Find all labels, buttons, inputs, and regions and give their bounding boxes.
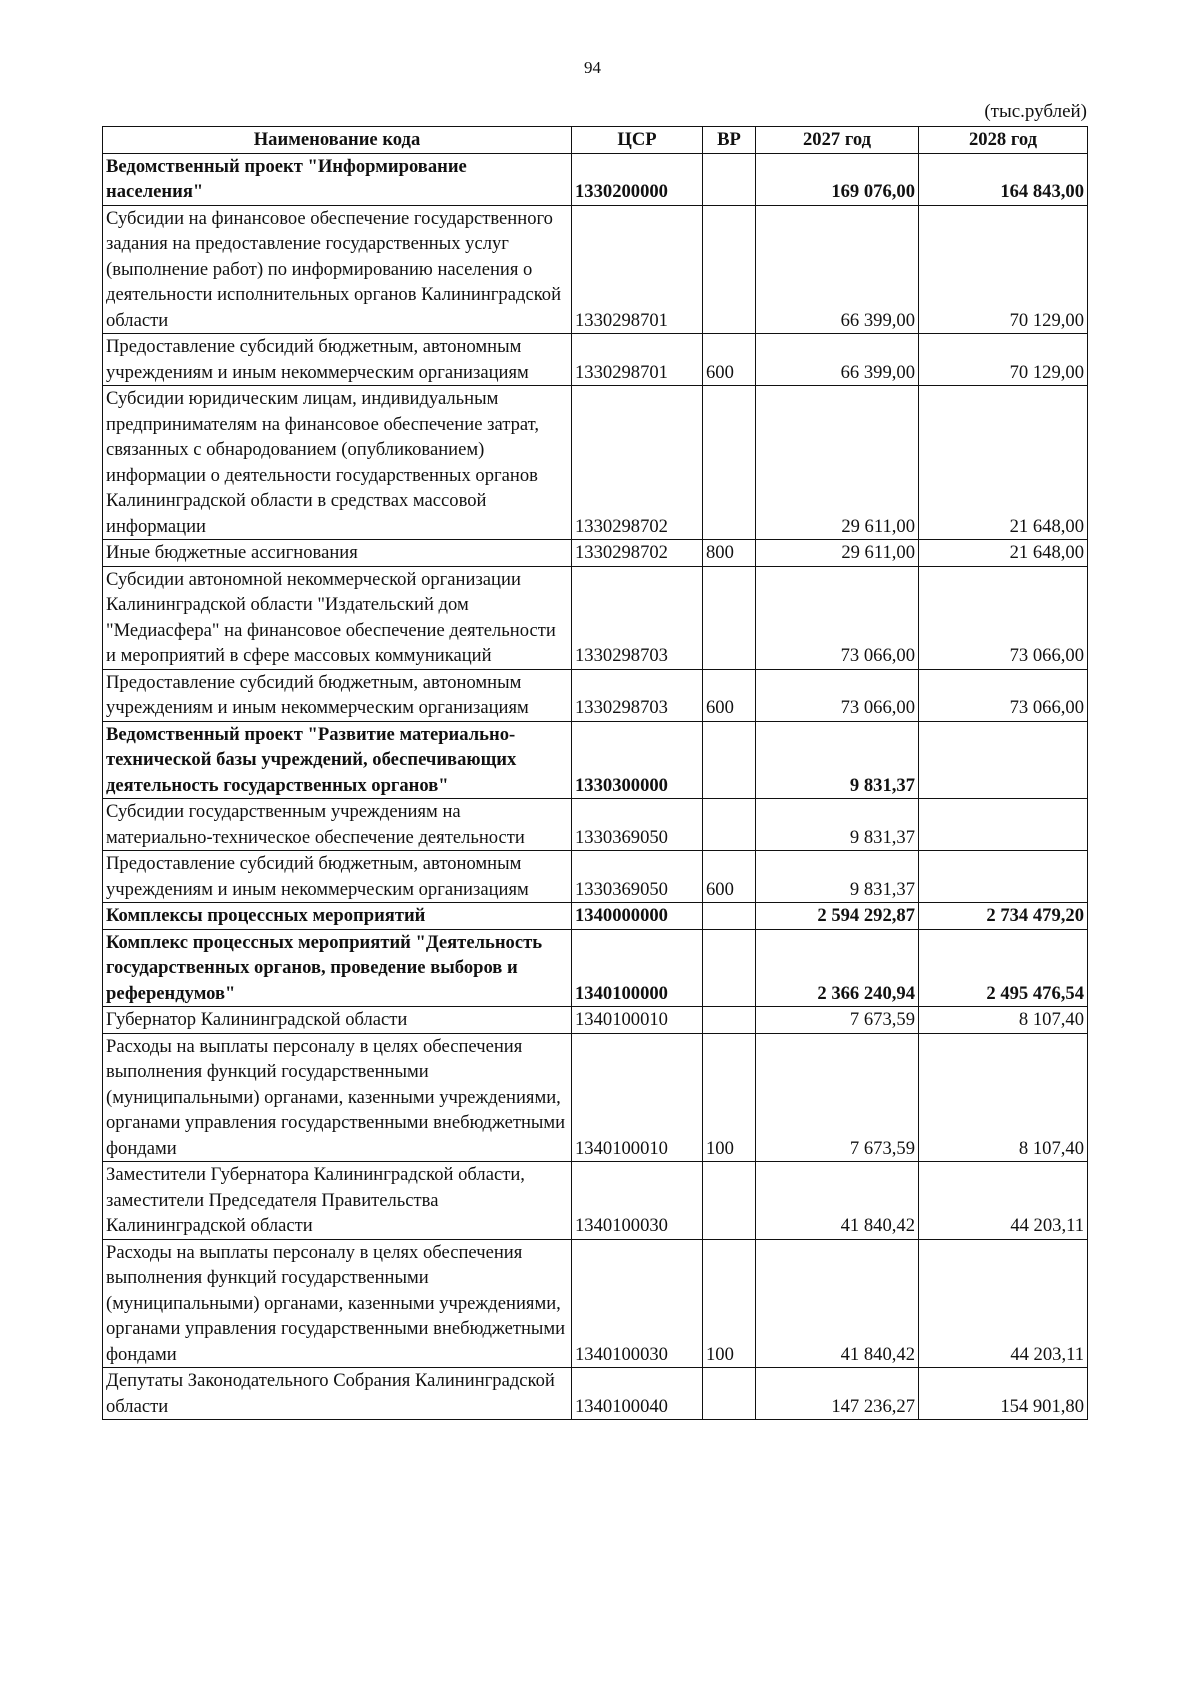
cell-2028: 21 648,00 — [919, 540, 1088, 567]
cell-2028: 73 066,00 — [919, 566, 1088, 669]
header-vr: ВР — [703, 127, 756, 154]
cell-2028: 70 129,00 — [919, 205, 1088, 334]
cell-vr: 600 — [703, 851, 756, 903]
cell-vr — [703, 903, 756, 930]
table-row — [103, 851, 1088, 903]
cell-vr: 600 — [703, 669, 756, 721]
cell-2028: 44 203,11 — [919, 1162, 1088, 1240]
cell-2027: 66 399,00 — [756, 205, 919, 334]
cell-vr: 100 — [703, 1239, 756, 1368]
cell-2027: 41 840,42 — [756, 1162, 919, 1240]
table-row — [103, 205, 1088, 334]
cell-2027: 29 611,00 — [756, 386, 919, 540]
cell-name: Комплексы процессных мероприятий — [103, 903, 572, 930]
header-2028: 2028 год — [919, 127, 1088, 154]
cell-csr: 1330298702 — [572, 540, 703, 567]
cell-name: Расходы на выплаты персоналу в целях обеспечения выполнения функций государственными (муниципальными) органами, казенными учреждениями, органами управления государственными внебюджетными фондами — [103, 1033, 572, 1162]
cell-csr: 1330298701 — [572, 205, 703, 334]
table-body — [103, 153, 1088, 1420]
table-header-row — [103, 127, 1088, 154]
cell-name: Субсидии юридическим лицам, индивидуальным предпринимателям на финансовое обеспечение затрат, связанных с обнародованием (опубликованием) информации о деятельности государственных органов Калининградской области в средствах массовой информации — [103, 386, 572, 540]
cell-2028: 73 066,00 — [919, 669, 1088, 721]
cell-csr: 1340100030 — [572, 1162, 703, 1240]
cell-csr: 1330298703 — [572, 566, 703, 669]
cell-csr: 1330298702 — [572, 386, 703, 540]
cell-name: Губернатор Калининградской области — [103, 1007, 572, 1034]
cell-2027: 7 673,59 — [756, 1007, 919, 1034]
cell-vr: 100 — [703, 1033, 756, 1162]
cell-vr — [703, 1368, 756, 1420]
cell-vr — [703, 1162, 756, 1240]
cell-2028 — [919, 851, 1088, 903]
cell-2028: 8 107,40 — [919, 1033, 1088, 1162]
cell-name: Субсидии автономной некоммерческой организации Калининградской области "Издательский дом "Медиасфера" на финансовое обеспечение деятельности и мероприятий в сфере массовых коммуникаций — [103, 566, 572, 669]
table-row — [103, 153, 1088, 205]
cell-vr — [703, 153, 756, 205]
header-name: Наименование кода — [103, 127, 572, 154]
units-note: (тыс.рублей) — [984, 101, 1087, 122]
cell-csr: 1330298701 — [572, 334, 703, 386]
cell-2027: 9 831,37 — [756, 799, 919, 851]
cell-vr — [703, 929, 756, 1007]
cell-name: Предоставление субсидий бюджетным, автономным учреждениям и иным некоммерческим организациям — [103, 669, 572, 721]
table-row — [103, 903, 1088, 930]
cell-2028: 70 129,00 — [919, 334, 1088, 386]
cell-csr: 1330369050 — [572, 851, 703, 903]
table-row — [103, 1368, 1088, 1420]
cell-2027: 2 594 292,87 — [756, 903, 919, 930]
cell-2027: 7 673,59 — [756, 1033, 919, 1162]
cell-2028: 44 203,11 — [919, 1239, 1088, 1368]
header-2027: 2027 год — [756, 127, 919, 154]
cell-name: Субсидии на финансовое обеспечение государственного задания на предоставление государственных услуг (выполнение работ) по информированию населения о деятельности исполнительных органов Калининградской области — [103, 205, 572, 334]
cell-vr — [703, 1007, 756, 1034]
cell-csr: 1340100000 — [572, 929, 703, 1007]
cell-vr — [703, 205, 756, 334]
table-row — [103, 1033, 1088, 1162]
cell-vr: 600 — [703, 334, 756, 386]
cell-name: Ведомственный проект "Информирование населения" — [103, 153, 572, 205]
table-row — [103, 1162, 1088, 1240]
table-row — [103, 1007, 1088, 1034]
cell-csr: 1330300000 — [572, 721, 703, 799]
cell-2028: 164 843,00 — [919, 153, 1088, 205]
cell-csr: 1340100010 — [572, 1007, 703, 1034]
cell-2028: 8 107,40 — [919, 1007, 1088, 1034]
table-row — [103, 540, 1088, 567]
cell-vr — [703, 566, 756, 669]
header-csr: ЦСР — [572, 127, 703, 154]
cell-2027: 9 831,37 — [756, 851, 919, 903]
cell-vr — [703, 721, 756, 799]
table-row — [103, 386, 1088, 540]
cell-csr: 1340100030 — [572, 1239, 703, 1368]
cell-2027: 2 366 240,94 — [756, 929, 919, 1007]
cell-2028 — [919, 721, 1088, 799]
table-row — [103, 669, 1088, 721]
table-row — [103, 1239, 1088, 1368]
cell-name: Расходы на выплаты персоналу в целях обеспечения выполнения функций государственными (муниципальными) органами, казенными учреждениями, органами управления государственными внебюджетными фондами — [103, 1239, 572, 1368]
cell-csr: 1330369050 — [572, 799, 703, 851]
table-row — [103, 929, 1088, 1007]
cell-2028: 2 495 476,54 — [919, 929, 1088, 1007]
cell-csr: 1340100010 — [572, 1033, 703, 1162]
cell-name: Депутаты Законодательного Собрания Калининградской области — [103, 1368, 572, 1420]
cell-vr: 800 — [703, 540, 756, 567]
cell-name: Заместители Губернатора Калининградской области, заместители Председателя Правительства Калининградской области — [103, 1162, 572, 1240]
cell-2027: 29 611,00 — [756, 540, 919, 567]
cell-name: Предоставление субсидий бюджетным, автономным учреждениям и иным некоммерческим организациям — [103, 334, 572, 386]
cell-2027: 9 831,37 — [756, 721, 919, 799]
page-number: 94 — [584, 58, 601, 77]
cell-name: Ведомственный проект "Развитие материально-технической базы учреждений, обеспечивающих деятельность государственных органов" — [103, 721, 572, 799]
cell-vr — [703, 386, 756, 540]
budget-table — [102, 126, 1088, 1420]
cell-vr — [703, 799, 756, 851]
cell-2028: 2 734 479,20 — [919, 903, 1088, 930]
cell-name: Комплекс процессных мероприятий "Деятельность государственных органов, проведение выборов и референдумов" — [103, 929, 572, 1007]
cell-name: Иные бюджетные ассигнования — [103, 540, 572, 567]
cell-2027: 66 399,00 — [756, 334, 919, 386]
cell-2027: 73 066,00 — [756, 566, 919, 669]
cell-2028: 154 901,80 — [919, 1368, 1088, 1420]
cell-2027: 147 236,27 — [756, 1368, 919, 1420]
cell-csr: 1330298703 — [572, 669, 703, 721]
table-row — [103, 799, 1088, 851]
table-row — [103, 721, 1088, 799]
cell-2027: 169 076,00 — [756, 153, 919, 205]
cell-name: Субсидии государственным учреждениям на материально-техническое обеспечение деятельности — [103, 799, 572, 851]
cell-2028: 21 648,00 — [919, 386, 1088, 540]
table-row — [103, 334, 1088, 386]
cell-2027: 41 840,42 — [756, 1239, 919, 1368]
cell-2028 — [919, 799, 1088, 851]
cell-name: Предоставление субсидий бюджетным, автономным учреждениям и иным некоммерческим организациям — [103, 851, 572, 903]
cell-2027: 73 066,00 — [756, 669, 919, 721]
cell-csr: 1340000000 — [572, 903, 703, 930]
table-row — [103, 566, 1088, 669]
cell-csr: 1340100040 — [572, 1368, 703, 1420]
cell-csr: 1330200000 — [572, 153, 703, 205]
